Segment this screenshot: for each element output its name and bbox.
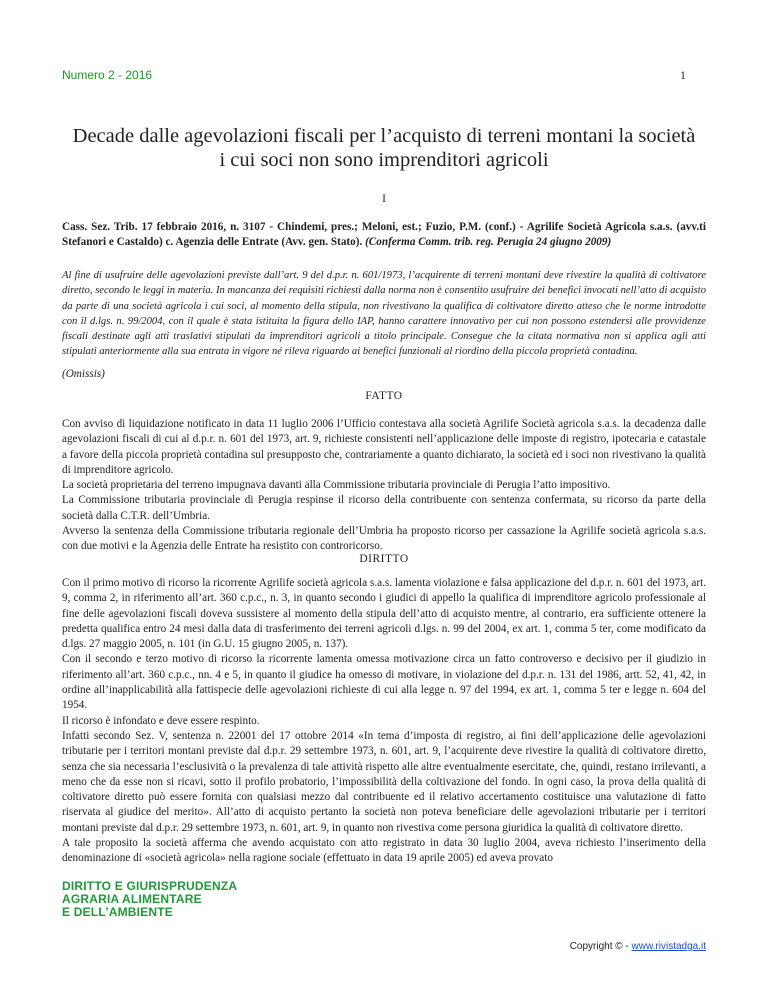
citation-confirmation: (Conferma Comm. trib. reg. Perugia 24 giugno 2009) — [365, 236, 612, 249]
case-maxim: Al fine di usufruire delle agevolazioni previste dall’art. 9 del d.p.r. n. 601/1973, l’acquirente di terreni montani deve rivestire la qualità di coltivatore diretto, secondo le leggi in materia. In mancanza dei requisiti richiesti dalla norma non è consentito usufruire dei benefici invocati nell’atto di acquisto da parte di una società agricola i cui soci, al momento della stipula, non rivestivano la qualifica di coltivatore diretto atteso che le norme introdotte con il d.lgs. n. 99/2004, con il quale è stata istituita la figura dello IAP, hanno carattere innovativo per cui non possono estendersi alle provvidenze fiscali destinate agli atti traslativi stipulati da imprenditori agricoli a titolo principale. Consegue che la citata normativa non si applica agli atti stipulati anteriormente alla sua entrata in vigore né rileva riguardo ai benefici funzionali al riordino della piccola proprietà contadina. — [62, 270, 706, 358]
diritto-section — [62, 576, 706, 867]
fatto-section — [62, 417, 706, 555]
diritto-paragraph: Con il primo motivo di ricorso la ricorrente Agrilife società agricola s.a.s. lamenta violazione e falsa applicazione del d.p.r. n. 601 del 1973, art. 9, comma 2, in riferimento all’art. 360 c.p.c., n. 3, in quanto secondo i giudici di appello la qualifica di imprenditore agricolo professionale al fine delle agevolazioni fiscali doveva sussistere al momento della stipula dell’atto di acquisto mentre, al contrario, era sufficiente ottenere la predetta qualifica entro 24 mesi dalla data di trasferimento dei terreni agricoli d.lgs. n. 99 del 2004, ex art. 1, comma 5 ter, come modificato da d.lgs. 27 maggio 2005, n. 101 (in G.U. 15 giugno 2005, n. 137). — [62, 577, 706, 651]
fatto-paragraph: Con avviso di liquidazione notificato in data 11 luglio 2006 l’Ufficio contestava alla società Agrilife Società agricola s.a.s. la decadenza dalle agevolazioni fiscali di cui al d.p.r. n. 601 del 1973, art. 9, richieste consistenti nell’applicazione delle imposte di registro, ipotecaria e catastale a favore della piccola proprietà contadina sul presupposto che, contrariamente a quanto dichiarato, la società ed i soci non rivestivano la qualità di imprenditore agricolo. — [62, 418, 706, 476]
citation-text: Cass. Sez. Trib. 17 febbraio 2016, n. 3107 - Chindemi, pres.; Meloni, est.; Fuzio, P.M. (conf.) - Agrilife Società Agricola s.a.s. (avv.ti Stefanori e Castaldo) c. Agenzia delle Entrate (Avv. gen. Stato). — [62, 221, 706, 249]
omissis-note: (Omissis) — [62, 368, 105, 380]
website-link[interactable]: www.rivistadga.it — [631, 941, 706, 952]
diritto-paragraph: Con il secondo e terzo motivo di ricorso la ricorrente lamenta omessa motivazione circa un fatto controverso e decisivo per il giudizio in riferimento all’art. 360 c.p.c., nn. 4 e 5, in quanto il giudice ha omesso di motivare, in violazione del d.p.r. n. 131 del 1986, artt. 52, 41, 42, in ordine all’inapplicabilità alla fattispecie delle agevolazioni richieste di cui alla legge n. 97 del 1994, ex art. 1, comma 5 ter e legge n. 604 del 1954. — [62, 653, 706, 712]
diritto-paragraph: Infatti secondo Sez. V, sentenza n. 22001 del 17 ottobre 2014 «In tema d’imposta di registro, ai fini dell’applicazione delle agevolazioni tributarie per i territori montani previste dal d.p.r. 29 settembre 1973, n. 601, art. 9, l’acquirente deve rivestire la qualità di coltivatore diretto, senza che sia necessaria l’esclusività o la prevalenza di tale attività rispetto alle altre eventualmente esercitate, che, quindi, restano irrilevanti, a meno che da esse non si ricavi, sotto il profilo probatorio, l’impossibilità della coltivazione del fondo. In ogni caso, la prova della qualità di coltivatore diretto può essere fornita con qualsiasi mezzo dal contribuente ed il relativo accertamento costituisce una valutazione di fatto riservata al giudice del merito». All’atto di acquisto pertanto la società non poteva beneficiare delle agevolazioni tributarie per i territori montani previste dal d.p.r. 29 settembre 1973, n. 601, art. 9, in quanto non rivestiva come persona giuridica la qualità di coltivatore diretto. — [62, 729, 706, 834]
diritto-paragraph: Il ricorso è infondato e deve essere respinto. — [62, 714, 260, 727]
fatto-heading: FATTO — [365, 390, 403, 402]
fatto-paragraph: La società proprietaria del terreno impugnava davanti alla Commissione tributaria provinciale di Perugia l’atto impositivo. — [62, 479, 611, 492]
case-citation — [62, 220, 706, 251]
fatto-paragraph: Avverso la sentenza della Commissione tributaria regionale dell’Umbria ha proposto ricorso per cassazione la Agrilife società agricola s.a.s. con due motivi e la Agenzia delle Entrate ha resistito con controricorso. — [62, 525, 706, 553]
logo-line: DIRITTO E GIURISPRUDENZA — [62, 879, 238, 893]
journal-logo — [62, 880, 237, 919]
logo-line: AGRARIA ALIMENTARE — [62, 892, 202, 906]
diritto-paragraph: A tale proposito la società afferma che avendo acquistato con atto registrato in data 30 luglio 2004, aveva richiesto l’inserimento della denominazione di «società agricola» nella ragione sociale (effettuato in data 19 aprile 2005) ed aveva provato — [62, 837, 706, 865]
copyright-text: Copyright © - — [569, 941, 632, 952]
diritto-heading: DIRITTO — [359, 553, 409, 565]
article-title: Decade dalle agevolazioni fiscali per l’acquisto di terreni montani la società i cui soci non sono imprenditori agricoli — [72, 125, 696, 171]
fatto-paragraph: La Commissione tributaria provinciale di Perugia respinse il ricorso della contribuente con sentenza confermata, su ricorso da parte della società dalla C.T.R. dell’Umbria. — [62, 494, 706, 522]
logo-line: E DELL’AMBIENTE — [62, 905, 174, 919]
copyright-notice — [570, 941, 706, 952]
page-number: 1 — [680, 68, 686, 82]
issue-label: Numero 2 - 2016 — [62, 68, 153, 82]
section-roman-numeral: I — [382, 193, 386, 205]
